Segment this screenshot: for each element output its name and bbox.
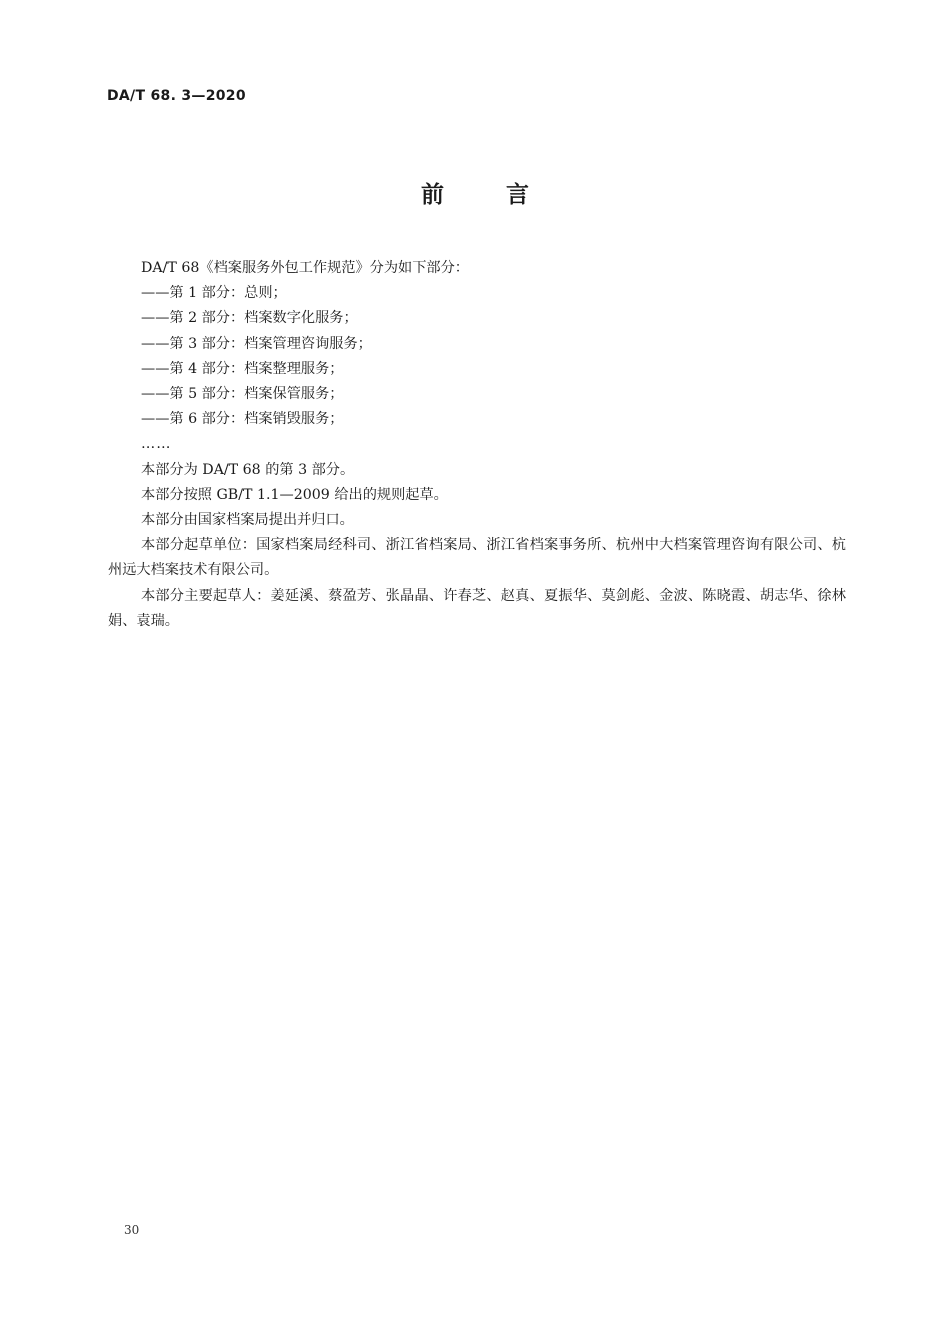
page-number: 30	[124, 1223, 140, 1237]
drafters-paragraph: 本部分主要起草人：姜延溪、蔡盈芳、张晶晶、许春芝、赵真、夏振华、莫剑彪、金波、陈晓霞、胡志华、徐林娟、袁瑞。	[108, 587, 846, 629]
part-list-item: ——第 1 部分：总则；	[141, 285, 287, 302]
intro-paragraph: DA/T 68《档案服务外包工作规范》分为如下部分：	[141, 260, 469, 276]
list-ellipsis: ……	[141, 436, 172, 453]
page-title: 前言	[421, 182, 591, 208]
part-list-item: ——第 5 部分：档案保管服务；	[141, 386, 344, 403]
proposer-paragraph: 本部分由国家档案局提出并归口。	[141, 512, 354, 529]
drafting-units-paragraph: 本部分起草单位：国家档案局经科司、浙江省档案局、浙江省档案事务所、杭州中大档案管理咨询有限公司、杭州远大档案技术有限公司。	[108, 537, 846, 579]
part-statement-paragraph: 本部分为 DA/T 68 的第 3 部分。	[141, 461, 355, 478]
part-list-item: ——第 4 部分：档案整理服务；	[141, 360, 344, 377]
part-list-item: ——第 2 部分：档案数字化服务；	[141, 310, 358, 327]
document-code: DA/T 68. 3—2020	[107, 88, 246, 104]
preface-body	[108, 256, 846, 634]
part-list-item: ——第 3 部分：档案管理咨询服务；	[141, 335, 372, 352]
drafting-rules-paragraph: 本部分按照 GB/T 1.1—2009 给出的规则起草。	[141, 486, 448, 503]
part-list-item: ——第 6 部分：档案销毁服务；	[141, 411, 344, 428]
